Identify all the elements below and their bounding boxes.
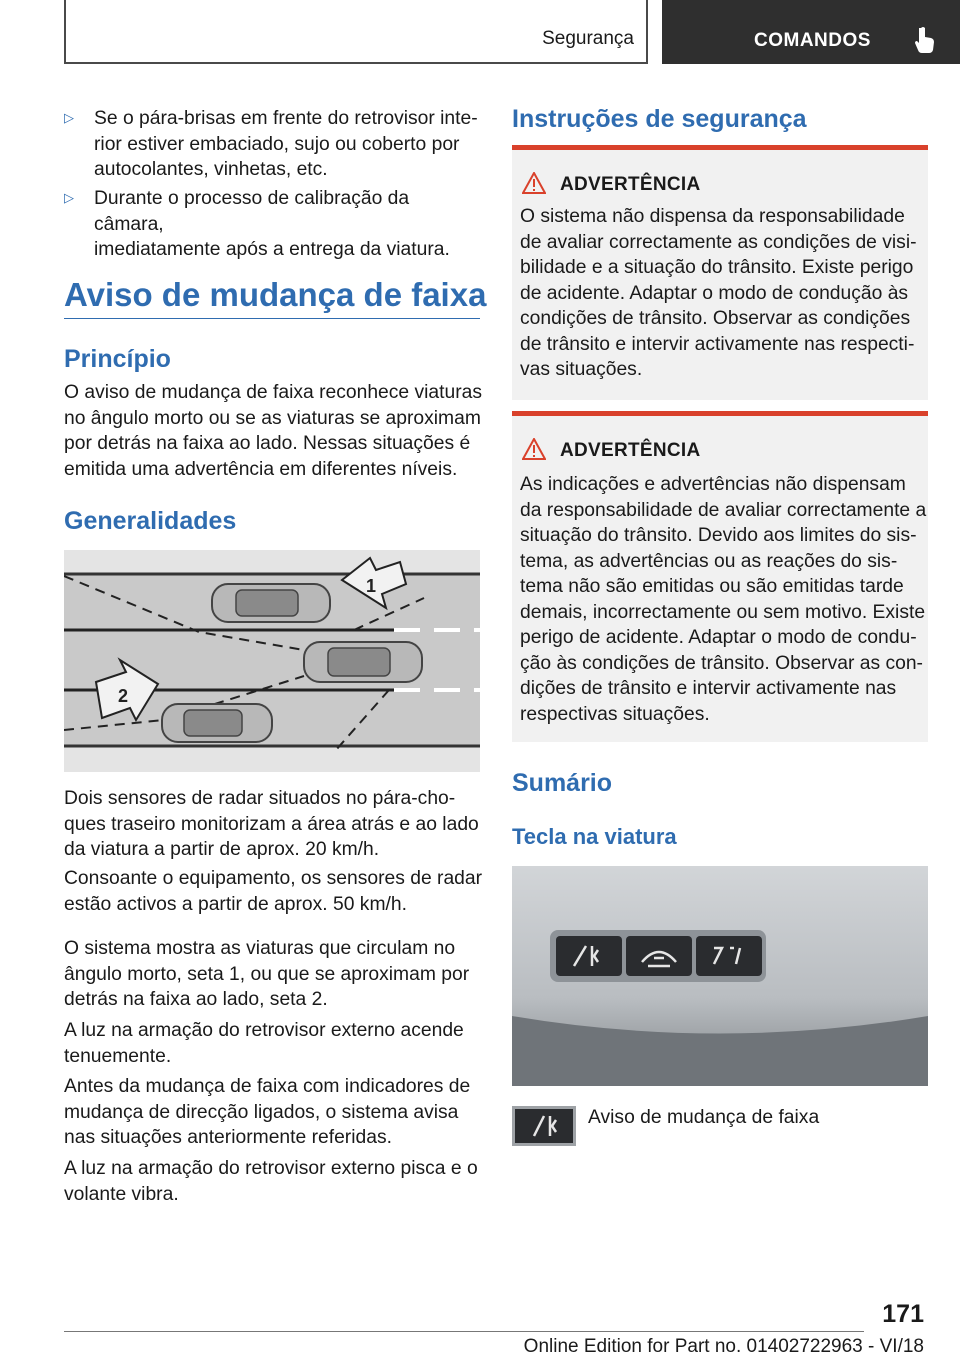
bullet-item — [64, 186, 484, 260]
warning-triangle-icon — [522, 438, 546, 460]
hand-pointer-icon — [914, 26, 936, 54]
paragraph: Consoante o equipamento, os sensores de radar estão activos a partir de aprox. 50 km/h. — [64, 868, 483, 915]
paragraph: A luz na armação do retrovisor externo pisca e o volante vibra. — [64, 1158, 478, 1205]
heading-rule — [64, 318, 480, 319]
paragraph: Antes da mudança de faixa com indicadores de mudança de direcção ligados, o sistema avisa nas situações anteriormente referidas. — [64, 1076, 471, 1148]
button-caption: Aviso de mudança de faixa — [588, 1107, 820, 1128]
arrow-1-label: 1 — [366, 576, 377, 596]
car-middle — [304, 642, 422, 682]
warning-box — [512, 416, 928, 742]
lane-change-button-icon — [512, 1106, 576, 1146]
paragraph: A luz na armação do retrovisor externo acende tenuemente. — [64, 1020, 464, 1067]
general-heading: Generalidades — [64, 507, 237, 535]
bullet-item — [64, 106, 484, 186]
left-bullets — [64, 106, 484, 260]
safety-heading: Instruções de segurança — [512, 105, 807, 133]
warning-text: O sistema não dispensa da responsabilidade de avaliar correctamente as condições de visi- bilidade e a situação do trânsito. Existe perigo de acidente. Adaptar o modo de condução às condições de trânsito. Observar as condições de trânsito e intervir activamente nas respecti- vas situações. — [520, 206, 917, 380]
triangle-bullet-icon: ▷ — [64, 190, 74, 205]
header-tab — [662, 0, 960, 64]
warning-title: ADVERTÊNCIA — [560, 174, 701, 195]
bullet-line: autocolantes, vinhetas, etc. — [94, 159, 328, 180]
lane-change-diagram — [64, 550, 480, 772]
paragraph: Dois sensores de radar situados no pára-cho- ques traseiro monitorizam a área atrás e ao lado da viatura a partir de aprox. 20 km/h. — [64, 788, 479, 860]
footer-rule — [64, 1331, 864, 1332]
warning-title: ADVERTÊNCIA — [560, 440, 701, 461]
button-heading: Tecla na viatura — [512, 824, 677, 849]
warning-box — [512, 150, 928, 400]
principle-text: O aviso de mudança de faixa reconhece viaturas no ângulo morto ou se as viaturas se aproximam por detrás na faixa ao lado. Nessas situações é emitida uma advertência em diferentes níveis. — [64, 382, 483, 480]
page-number: 171 — [882, 1300, 924, 1328]
triangle-bullet-icon: ▷ — [64, 110, 74, 125]
bullet-line: rior estiver embaciado, sujo ou coberto por — [94, 133, 460, 155]
header-section: Segurança — [542, 28, 634, 49]
principle-heading: Princípio — [64, 345, 171, 373]
bullet-line: Se o pára-brisas em frente do retrovisor inte- — [94, 108, 478, 129]
button-panel-photo — [512, 866, 928, 1086]
paragraph: O sistema mostra as viaturas que circulam no ângulo morto, seta 1, ou que se aproximam por detrás na faixa ao lado, seta 2. — [64, 938, 470, 1010]
footer-edition: Online Edition for Part no. 01402722963 - VI/18 — [523, 1336, 924, 1357]
bullet-line: imediatamente após a entrega da viatura. — [94, 239, 450, 260]
header-tab-label: COMANDOS — [754, 30, 871, 51]
bullet-line: Durante o processo de calibração da câmara, — [94, 188, 410, 235]
summary-heading: Sumário — [512, 769, 613, 797]
car-top — [212, 584, 330, 622]
warning-text: As indicações e advertências não dispensam da responsabilidade de avaliar correctamente a situação do trânsito. Devido aos limites do sis- tema, as advertências ou as reações do sis- tema não são emitidas ou são emitidas tarde demais, incorrectamente ou sem motivo. Existe perigo de acidente. Adaptar o modo de condu- ção às condições de trânsito. Observar as con- dições de trânsito e intervir activamente nas respectivas situações. — [520, 474, 927, 725]
warning-triangle-icon — [522, 172, 546, 194]
arrow-2-label: 2 — [118, 686, 129, 706]
section-heading: Aviso de mudança de faixa — [64, 276, 487, 313]
car-bottom — [162, 704, 272, 742]
